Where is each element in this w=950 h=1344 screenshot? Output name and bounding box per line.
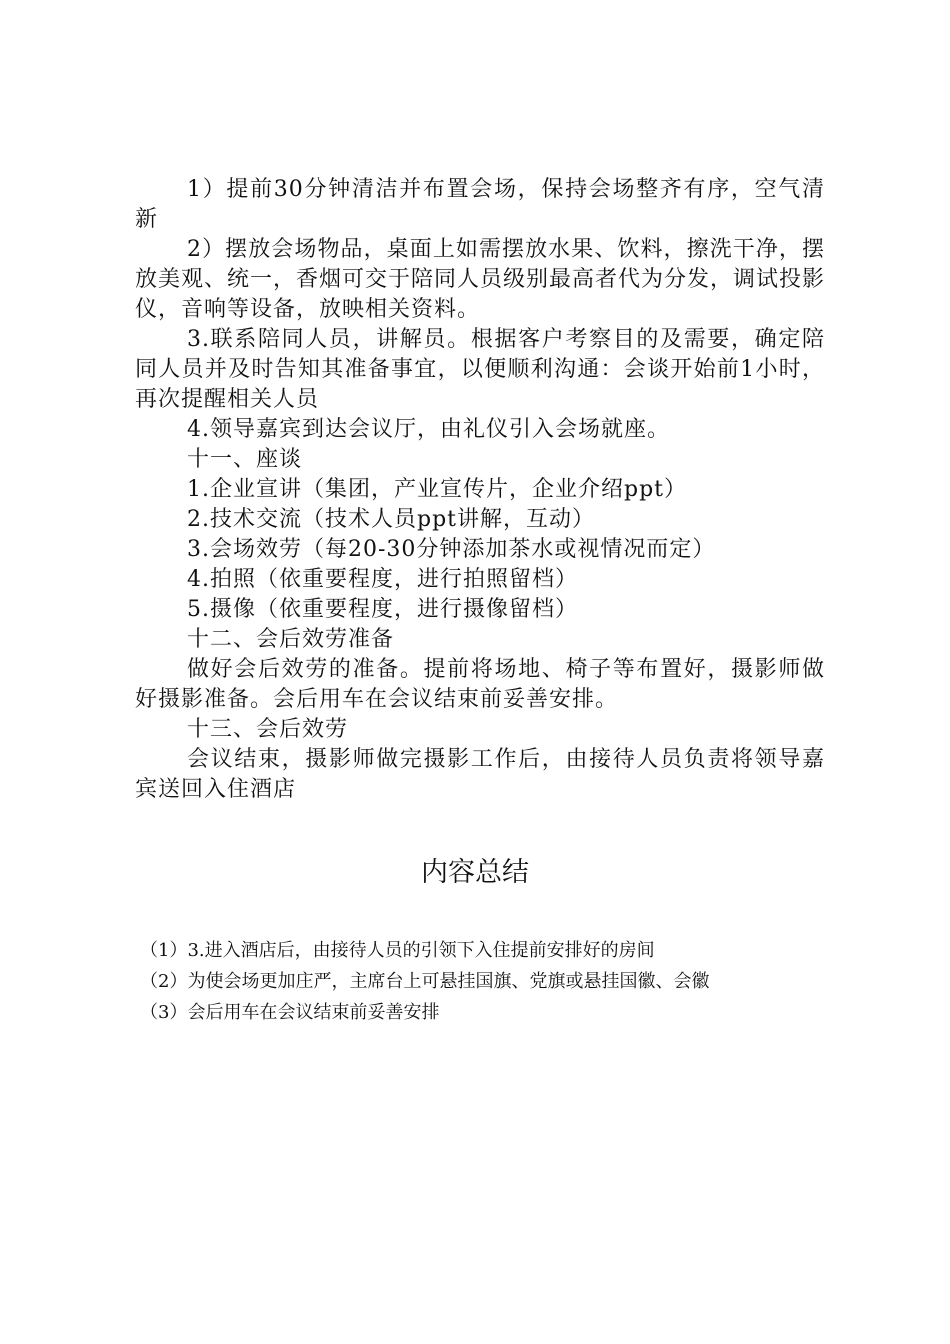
summary-item: （1）3.进入酒店后，由接待人员的引领下入住提前安排好的房间 xyxy=(140,940,655,961)
list-item-venue-service: 3.会场效劳（每20-30分钟添加茶水或视情况而定） xyxy=(187,537,716,562)
body-text xyxy=(135,175,825,805)
paragraph-arrange-items: 2）摆放会场物品，桌面上如需摆放水果、饮料，擦洗干净，摆放美观、统一，香烟可交于陪同人员级别最高者代为分发，调试投影仪，音响等设备，放映相关资料。 xyxy=(135,237,826,322)
list-item-technical-exchange: 2.技术交流（技术人员ppt讲解，互动） xyxy=(187,507,595,532)
list-item-photography: 4.拍照（依重要程度，进行拍照留档） xyxy=(187,567,578,592)
paragraph-guests-arrive: 4.领导嘉宾到达会议厅，由礼仪引入会场就座。 xyxy=(187,417,670,442)
paragraph-contact-staff: 3.联系陪同人员，讲解员。根据客户考察目的及需要，确定陪同人员并及时告知其准备事宜，以便顺利沟通：会谈开始前1小时，再次提醒相关人员 xyxy=(135,327,825,412)
paragraph-prepare-venue: 1）提前30分钟清洁并布置会场，保持会场整齐有序，空气清新 xyxy=(135,177,825,232)
summary-list xyxy=(140,935,840,1028)
list-item-videography: 5.摄像（依重要程度，进行摄像留档） xyxy=(187,597,578,622)
paragraph-post-meeting-service: 会议结束，摄影师做完摄影工作后，由接待人员负责将领导嘉宾送回入住酒店 xyxy=(135,747,825,802)
paragraph-post-meeting-prep: 做好会后效劳的准备。提前将场地、椅子等布置好，摄影师做好摄影准备。会后用车在会议结束前妥善安排。 xyxy=(135,657,825,712)
section-heading-forum: 十一、座谈 xyxy=(187,447,303,472)
summary-title: 内容总结 xyxy=(421,857,529,888)
section-heading-post-meeting-prep: 十二、会后效劳准备 xyxy=(187,627,395,652)
section-heading-post-meeting-service: 十三、会后效劳 xyxy=(187,717,349,742)
summary-item: （2）为使会场更加庄严，主席台上可悬挂国旗、党旗或悬挂国徽、会徽 xyxy=(140,971,710,992)
summary-item: （3）会后用车在会议结束前妥善安排 xyxy=(140,1002,440,1023)
list-item-corporate-presentation: 1.企业宣讲（集团，产业宣传片，企业介绍ppt） xyxy=(187,477,687,502)
